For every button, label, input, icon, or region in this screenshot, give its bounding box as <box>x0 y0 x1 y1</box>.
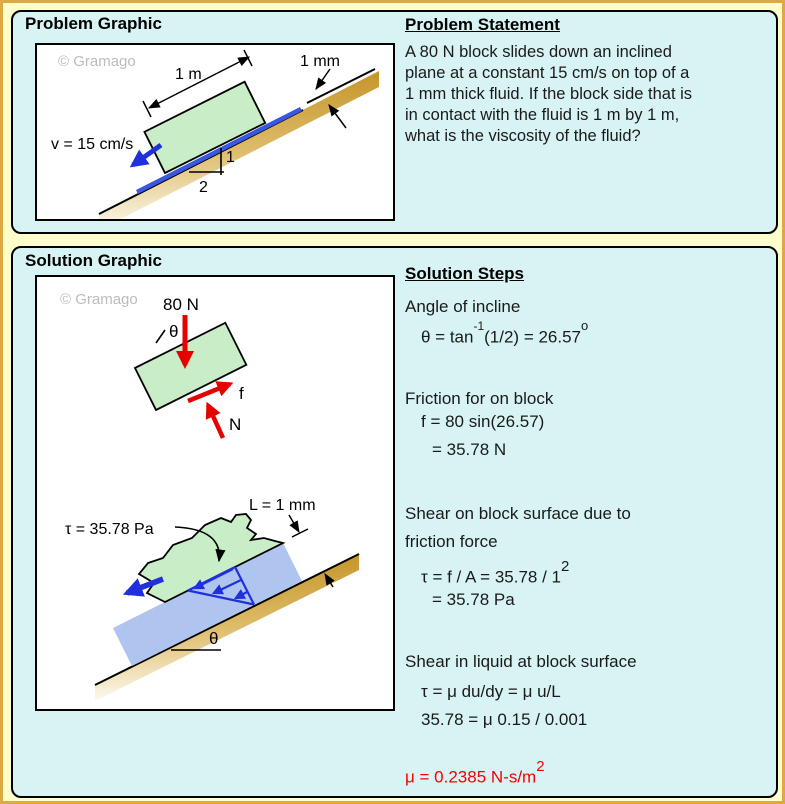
step-shear-heading2: friction force <box>405 532 498 551</box>
slope-rise-label: 1 <box>226 149 235 166</box>
gap-thickness-arrow <box>289 515 308 537</box>
length-label: 1 m <box>175 66 202 83</box>
step-angle-eq: $\theta = \tan^{-1}(1/2) = 26.57^o$ <box>421 318 589 347</box>
solution-steps-title: Solution Steps <box>405 264 524 283</box>
watermark: © Gramago <box>60 291 138 308</box>
solution-graphic <box>37 277 393 709</box>
incline-theta-label: θ <box>209 629 219 648</box>
statement-line: plane at a constant 15 cm/s on top of a <box>405 64 690 82</box>
fbd-theta-line <box>156 330 165 343</box>
problem-graphic <box>37 45 393 219</box>
solution-graphic-box <box>35 275 395 711</box>
step-liquid-eq2: 35.78 = μ 0.15 / 0.001 <box>421 710 588 729</box>
slope-run-label: 2 <box>199 179 208 196</box>
normal-arrow <box>208 405 223 438</box>
watermark: © Gramago <box>58 53 136 70</box>
result-line: μ = 0.2385 $N-s/m^2$ <box>405 758 545 787</box>
weight-label: 80 N <box>163 295 199 314</box>
fbd-block <box>135 323 246 410</box>
step-liquid-heading: Shear in liquid at block surface <box>405 652 637 671</box>
problem-statement-title: Problem Statement <box>405 15 560 34</box>
step-angle-heading: Angle of incline <box>405 297 521 316</box>
statement-line: what is the viscosity of the fluid? <box>405 127 641 145</box>
problem-panel <box>11 10 778 234</box>
step-friction-eq2: = 35.78 N <box>432 440 507 459</box>
gap-thickness-label: L = 1 mm <box>249 497 316 514</box>
problem-graphic-title: Problem Graphic <box>25 14 162 33</box>
friction-label: f <box>239 384 244 403</box>
step-friction-heading: Friction for on block <box>405 389 554 408</box>
step-shear-eq2: = 35.78 Pa <box>432 590 515 609</box>
fbd-theta-label: θ <box>169 322 179 341</box>
statement-line: in contact with the fluid is 1 m by 1 m, <box>405 106 680 124</box>
statement-line: A 80 N block slides down an inclined <box>405 43 672 61</box>
velocity-label: v = 15 cm/s <box>51 136 134 153</box>
normal-label: N <box>229 415 242 434</box>
solution-panel <box>11 246 778 798</box>
step-shear-heading1: Shear on block surface due to <box>405 504 631 523</box>
thickness-label: 1 mm <box>300 53 340 70</box>
step-friction-eq1: f = 80 sin(26.57) <box>421 412 545 431</box>
shear-stress-label: τ = 35.78 Pa <box>65 521 154 538</box>
solution-graphic-title: Solution Graphic <box>25 251 162 270</box>
problem-graphic-box <box>35 43 395 221</box>
statement-line: 1 mm thick fluid. If the block side that is <box>405 85 693 103</box>
step-liquid-eq1: τ = μ du/dy = μ u/L <box>421 682 561 701</box>
step-shear-eq1: $\tau = f / A = 35.78 / 1^2$ <box>421 558 570 587</box>
